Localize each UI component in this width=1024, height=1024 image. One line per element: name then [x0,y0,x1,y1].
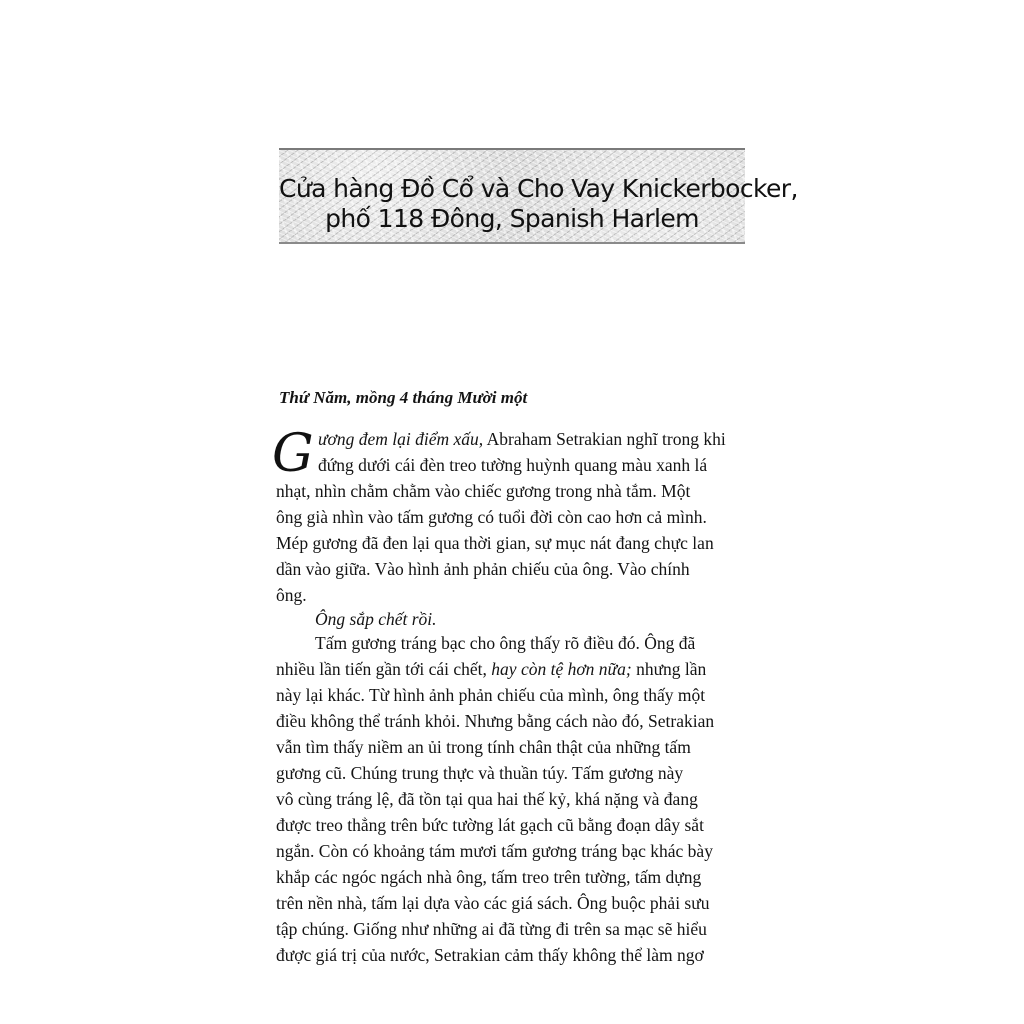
body-line [315,611,437,629]
body-text: nhiều lần tiến gần tới cái chết, [276,659,492,679]
body-line: tập chúng. Giống như những ai đã từng đi trên sa mạc sẽ hiểu [276,919,707,939]
body-line: được treo thẳng trên bức tường lát gạch cũ bằng đoạn dây sắt [276,815,704,835]
body-line: vô cùng tráng lệ, đã tồn tại qua hai thế kỷ, khá nặng và đang [276,789,698,809]
body-text: Abraham Setrakian nghĩ trong khi [483,429,726,449]
body-line: này lại khác. Từ hình ảnh phản chiếu của mình, ông thấy một [276,685,706,705]
drop-cap: G [272,424,314,484]
body-line: dần vào giữa. Vào hình ảnh phản chiếu của ông. Vào chính [276,559,690,579]
body-line: được giá trị của nước, Setrakian cảm thấy không thể làm ngơ [276,945,704,965]
body-line [276,661,706,679]
body-line [318,431,726,449]
body-text: nhưng lần [631,659,707,679]
body-line: ngắn. Còn có khoảng tám mươi tấm gương tráng bạc khác bày [276,841,713,861]
body-line: nhạt, nhìn chằm chằm vào chiếc gương trong nhà tắm. Một [276,481,691,501]
body-line: gương cũ. Chúng trung thực và thuần túy. Tấm gương này [276,763,684,783]
dateline: Thứ Năm, mồng 4 tháng Mười một [279,388,528,407]
body-line: vẫn tìm thấy niềm an ủi trong tính chân thật của những tấm [276,737,691,757]
body-line: Mép gương đã đen lại qua thời gian, sự mục nát đang chực lan [276,533,714,553]
body-line: đứng dưới cái đèn treo tường huỳnh quang màu xanh lá [318,455,708,475]
body-line: khắp các ngóc ngách nhà ông, tấm treo trên tường, tấm dựng [276,867,702,887]
body-line: trên nền nhà, tấm lại dựa vào các giá sách. Ông buộc phải sưu [276,893,710,913]
chapter-heading-line-2: phố 118 Đông, Spanish Harlem [325,204,699,233]
body-italic: Ông sắp chết rồi. [315,609,437,629]
chapter-heading-banner [279,148,798,244]
chapter-heading-line-1: Cửa hàng Đồ Cổ và Cho Vay Knickerbocker, [279,174,798,203]
body-line: Tấm gương tráng bạc cho ông thấy rõ điều đó. Ông đã [315,633,696,653]
body-line: ông già nhìn vào tấm gương có tuổi đời còn cao hơn cả mình. [276,507,707,527]
body-italic: ương đem lại điểm xấu, [318,429,484,449]
body-italic: hay còn tệ hơn nữa; [491,659,632,679]
body-line: ông. [276,585,307,605]
body-line: điều không thể tránh khỏi. Nhưng bằng cách nào đó, Setrakian [276,711,715,731]
